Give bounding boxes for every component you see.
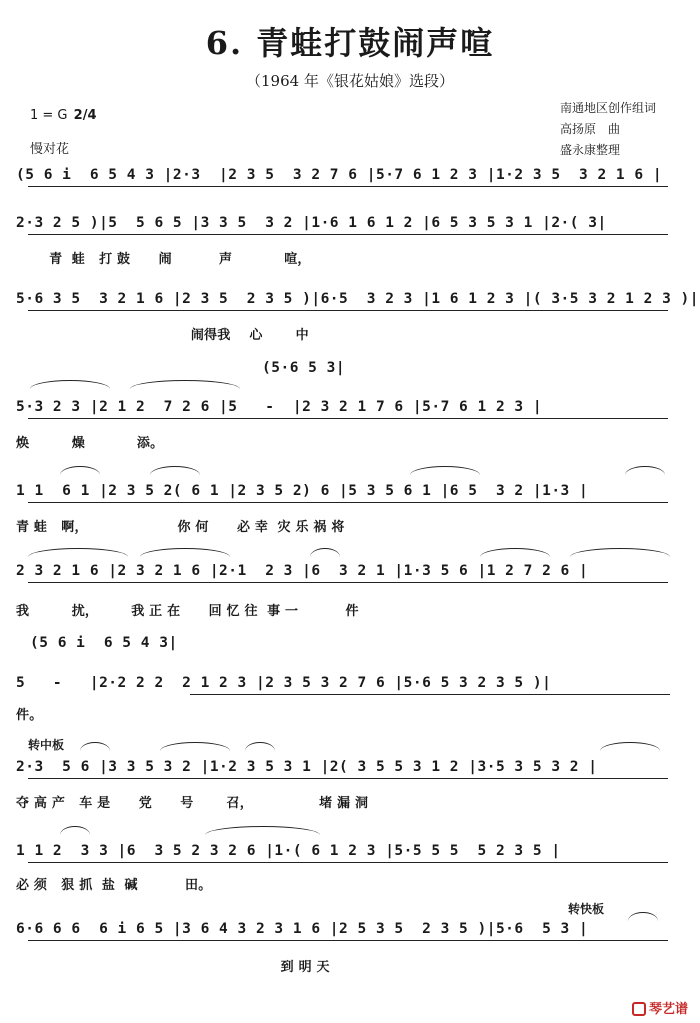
slur	[140, 548, 230, 557]
beam-line-10	[28, 940, 668, 941]
tempo-change-fast: 转快板	[568, 902, 605, 916]
watermark	[632, 998, 688, 1017]
slur	[480, 548, 550, 557]
notation-row-7: 5 - |2·2 2 2 2 1 2 3 |2 3 5 3 2 7 6 |5·6 5 3 2 3 5 )|	[16, 672, 688, 694]
lyric-row-9: 必 须 狠 抓 盐 碱 田。	[16, 878, 212, 893]
lyric-row-2: 青 蛙 打 鼓 闹 声 喧，	[16, 252, 311, 267]
key-signature	[30, 108, 97, 123]
tempo-label: 慢对花	[30, 142, 70, 157]
slur	[60, 826, 90, 835]
beam-line-1	[28, 186, 668, 187]
intro-bracket-2: (5 6 i 6 5 4 3|	[30, 632, 230, 654]
slur	[205, 826, 320, 835]
slur	[130, 380, 240, 389]
slur	[310, 548, 340, 557]
notation-row-3: 5·6 3 5 3 2 1 6 |2 3 5 2 3 5 )|6·5 3 2 3 |1 6 1 2 3 |( 3·5 3 2 1 2 3 )|	[16, 288, 688, 310]
beam-line-9	[28, 862, 668, 863]
lyric-row-8: 夺 高 产 车 是 党 号 召， 堵 漏 洞	[16, 796, 369, 811]
notation-row-6: 2 3 2 1 6 |2 3 2 1 6 |2·1 2 3 |6 3 2 1 |1·3 5 6 |1 2 7 2 6 |	[16, 560, 688, 582]
notation-row-1: (5 6 i 6 5 4 3 |2·3 |2 3 5 3 2 7 6 |5·7 6 1 2 3 |1·2 3 5 3 2 1 6 |	[16, 164, 688, 186]
tempo-change-medium: 转中板	[28, 738, 65, 752]
slur	[150, 466, 200, 475]
beam-line-6	[28, 582, 668, 583]
beam-line-7	[190, 694, 670, 695]
slur	[28, 548, 128, 557]
slur	[160, 742, 230, 751]
slur	[625, 466, 665, 475]
credit-lyricist: 南通地区创作组词	[560, 101, 657, 115]
notation-row-8: 2·3 5 6 |3 3 5 3 2 |1·2 3 5 3 1 |2( 3 5 5 3 1 2 |3·5 3 5 3 2 |	[16, 756, 688, 778]
watermark-text: 琴艺谱	[648, 1002, 688, 1017]
credits	[560, 98, 656, 161]
beam-line-5	[28, 502, 668, 503]
beam-line-4	[28, 418, 668, 419]
lyric-row-10: 到 明 天	[16, 960, 330, 975]
lyric-row-3: 闹得我 心 中	[16, 328, 309, 343]
slur	[570, 548, 670, 557]
notation-row-10: 6·6 6 6 6 i 6 5 |3 6 4 3 2 3 1 6 |2 5 3 5 2 3 5 )|5·6 5 3 |	[16, 918, 688, 940]
key-label: 1 = G	[30, 108, 68, 123]
notation-row-5: 1 1 6 1 |2 3 5 2( 6 1 |2 3 5 2) 6 |5 3 5 6 1 |6 5 3 2 |1·3 |	[16, 480, 688, 502]
lyric-row-4: 焕 燥 添。	[16, 436, 164, 451]
beam-line-8	[28, 778, 668, 779]
lyric-row-5: 青 蛙 啊， 你 何 必 幸 灾 乐 祸 将	[16, 520, 345, 535]
slur	[80, 742, 110, 751]
beam-line-3	[28, 310, 668, 311]
page-subtitle: （1964 年《银花姑娘》选段）	[246, 72, 454, 90]
beam-line-2	[28, 234, 668, 235]
slur	[410, 466, 480, 475]
notation-row-9: 1 1 2 3 3 |6 3 5 2 3 2 6 |1·( 6 1 2 3 |5·5 5 5 5 2 3 5 |	[16, 840, 688, 862]
notation-row-4: 5·3 2 3 |2 1 2 7 2 6 |5 - |2 3 2 1 7 6 |5·7 6 1 2 3 |	[16, 396, 688, 418]
intro-bracket-1: (5·6 5 3|	[262, 357, 462, 379]
lyric-row-7: 件。	[16, 708, 43, 723]
lyric-row-6: 我 扰， 我 正 在 回 忆 往 事 一 件	[16, 604, 359, 619]
credit-composer: 高扬原 曲	[560, 122, 621, 136]
notation-row-2: 2·3 2 5 )|5 5 6 5 |3 3 5 3 2 |1·6 1 6 1 2 |6 5 3 5 3 1 |2·( 3|	[16, 212, 688, 234]
slur	[30, 380, 110, 389]
slur	[245, 742, 275, 751]
credit-arranger: 盛永康整理	[560, 143, 621, 157]
watermark-logo-icon	[632, 1002, 646, 1016]
time-signature: 2/4	[73, 108, 97, 123]
slur	[60, 466, 100, 475]
slur	[600, 742, 660, 751]
page-title: 6. 青蛙打鼓闹声喧	[205, 24, 495, 62]
